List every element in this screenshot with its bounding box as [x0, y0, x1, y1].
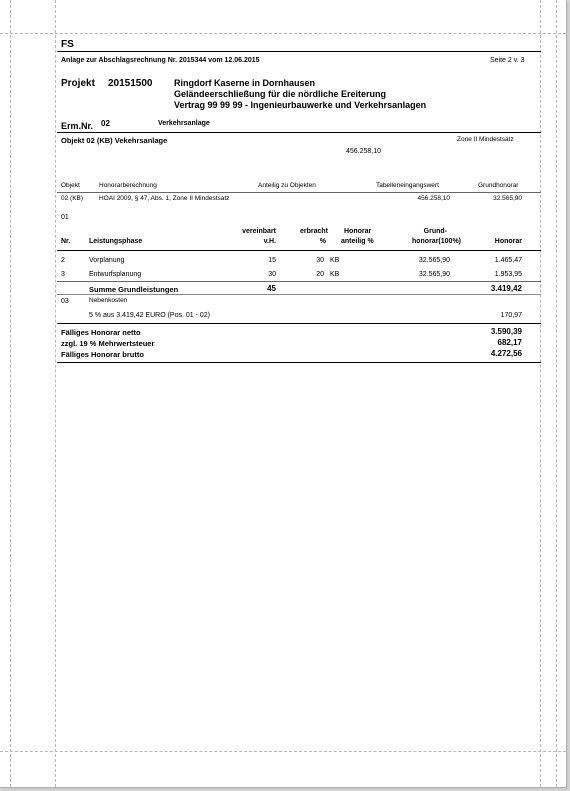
sum-honorar: 3.419,42: [490, 284, 522, 293]
row-phase: Entwurfsplanung: [89, 271, 142, 278]
col-header-vereinbart-1: vereinbart: [242, 228, 276, 235]
col-header-anteilig-2: anteilig %: [341, 238, 374, 245]
row-anteil: KB: [330, 257, 340, 264]
margin-guide-top: [0, 33, 566, 34]
totals-rule: [57, 362, 541, 363]
sum-label: Summe Grundleistungen: [89, 285, 179, 294]
sum-rule: [57, 294, 541, 295]
erm-rule: [57, 132, 541, 133]
row-grundhonorar: 32.565,90: [418, 271, 450, 278]
projekt-line-1: Ringdorf Kaserne in Dornhausen: [174, 78, 316, 88]
col-header-nr: Nr.: [61, 238, 71, 245]
annex-title: Anlage zur Abschlagsrechnung Nr. 2015344 vom 12.06.2015: [61, 57, 260, 64]
phase-header-rule: [57, 250, 541, 251]
projekt-line-3: Vertrag 99 99 99 - Ingenieurbauwerke und Verkehrsanlagen: [174, 100, 427, 110]
col-header-tabellenwert: Tabelleneingangswert: [376, 182, 439, 189]
header-rule: [57, 51, 541, 52]
margin-guide-left-outer: [10, 0, 11, 787]
row-honorar: 1.465,47: [494, 257, 522, 264]
object-row-tabellenwert: 456.258,10: [417, 195, 450, 202]
netto-label: Fälliges Honorar netto: [61, 328, 141, 337]
row-vereinbart: 30: [268, 271, 276, 278]
col-header-anteilig-1: Honorar: [344, 228, 372, 235]
row-erbracht: 20: [316, 271, 324, 278]
col-header-grundhonorar: Grundhonorar: [478, 182, 519, 189]
objekt-title: Objekt 02 (KB) Vekehrsanlage: [61, 136, 168, 145]
section-number-01: 01: [61, 214, 69, 221]
page-number: Seite 2 v. 3: [490, 57, 525, 64]
nebenkosten-rule: [57, 323, 541, 324]
margin-guide-left-inner: [55, 0, 56, 787]
col-header-honorarberechnung: Honorarberechnung: [99, 182, 157, 189]
brutto-label: Fälliges Honorar brutto: [61, 350, 144, 359]
erm-text: Verkehrsanlage: [158, 120, 210, 127]
nebenkosten-amount: 170,97: [500, 312, 522, 319]
row-grundhonorar: 32.565,90: [418, 257, 450, 264]
projekt-line-2: Geländeerschließung für die nördliche Ereiterung: [174, 89, 387, 99]
phase-rows-rule: [57, 281, 541, 282]
margin-guide-bottom: [0, 751, 566, 752]
row-phase: Vorplanung: [89, 257, 125, 264]
nebenkosten-nr: 03: [61, 298, 69, 305]
col-header-grund-1: Grund-: [423, 228, 447, 235]
col-header-vereinbart-2: v.H.: [263, 238, 276, 245]
netto-amount: 3.590,39: [490, 327, 522, 336]
erm-number: 02: [101, 119, 110, 128]
object-row-grundhonorar: 32.565,90: [493, 195, 522, 202]
row-erbracht: 30: [316, 257, 324, 264]
object-row-objekt: 02 (KB): [61, 195, 84, 202]
row-nr: 2: [61, 257, 65, 264]
sum-vereinbart: 45: [267, 284, 276, 293]
col-header-leistungsphase: Leistungsphase: [89, 238, 143, 245]
nebenkosten-label: Nebenkosten: [89, 297, 128, 304]
erm-label: Erm.Nr.: [61, 121, 94, 131]
header-code: FS: [61, 39, 74, 50]
col-header-anteilig: Anteilig zu Objekten: [258, 182, 316, 189]
mwst-label: zzgl. 19 % Mehrwertsteuer: [61, 339, 155, 348]
row-vereinbart: 15: [268, 257, 276, 264]
object-row-berechnung: HOAI 2009, § 47, Abs. 1, Zone II Mindestsatz: [99, 195, 230, 202]
col-header-erbracht-1: erbracht: [299, 228, 328, 235]
row-anteil: KB: [330, 271, 340, 278]
zone-text: Zone II Mindestsatz: [457, 136, 514, 143]
col-header-grund-2: honorar(100%): [411, 238, 461, 245]
col-header-erbracht-2: %: [319, 238, 326, 245]
brutto-amount: 4.272,56: [490, 349, 522, 358]
col-header-objekt: Objekt: [61, 182, 80, 189]
projekt-label: Projekt: [61, 78, 95, 89]
margin-guide-right-outer: [556, 0, 557, 787]
mwst-amount: 682,17: [497, 338, 522, 347]
projekt-number: 20151500: [108, 78, 153, 89]
col-header-honorar: Honorar: [494, 238, 522, 245]
object-table-rule: [57, 192, 541, 193]
row-honorar: 1.953,95: [494, 271, 522, 278]
nebenkosten-line: 5 % aus 3.419,42 EURO (Pos. 01 - 02): [89, 312, 211, 319]
margin-guide-right-inner: [540, 0, 541, 787]
row-nr: 3: [61, 271, 65, 278]
objekt-amount: 456.258,10: [346, 148, 382, 155]
